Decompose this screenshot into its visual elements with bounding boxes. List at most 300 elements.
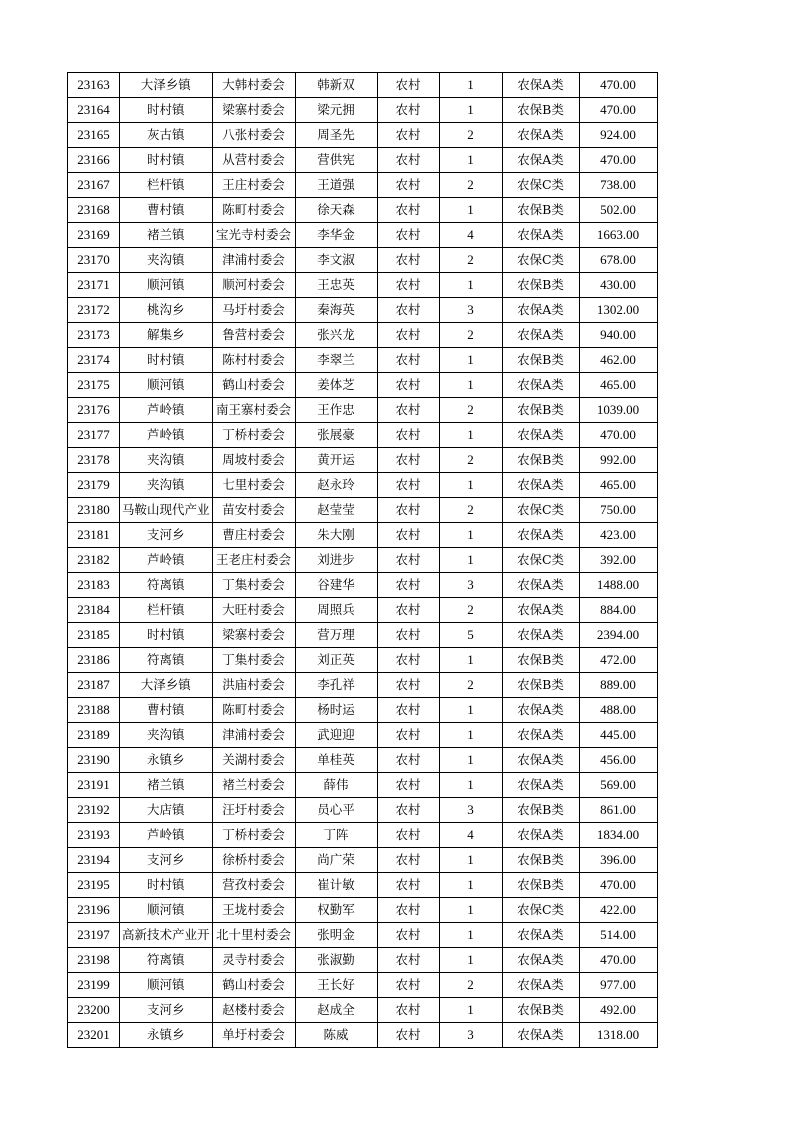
count-cell: 1: [439, 923, 502, 948]
serial-cell: 23165: [68, 123, 120, 148]
serial-cell: 23182: [68, 548, 120, 573]
category-cell: 农村: [377, 298, 439, 323]
table-row: [68, 148, 658, 173]
count-cell: 3: [439, 1023, 502, 1048]
serial-cell: 23164: [68, 98, 120, 123]
serial-cell: 23181: [68, 523, 120, 548]
amount-cell: 502.00: [579, 198, 657, 223]
count-cell: 3: [439, 573, 502, 598]
serial-cell: 23176: [68, 398, 120, 423]
table-row: [68, 1023, 658, 1048]
insurance-type-cell: 农保A类: [502, 223, 579, 248]
count-cell: 2: [439, 598, 502, 623]
count-cell: 1: [439, 748, 502, 773]
table-row: [68, 648, 658, 673]
name-cell: 朱大刚: [295, 523, 377, 548]
serial-cell: 23190: [68, 748, 120, 773]
table-row: [68, 223, 658, 248]
serial-cell: 23168: [68, 198, 120, 223]
township-cell: 芦岭镇: [120, 398, 213, 423]
amount-cell: 465.00: [579, 373, 657, 398]
name-cell: 赵永玲: [295, 473, 377, 498]
insurance-type-cell: 农保B类: [502, 648, 579, 673]
village-cell: 单圩村委会: [212, 1023, 295, 1048]
amount-cell: 861.00: [579, 798, 657, 823]
name-cell: 员心平: [295, 798, 377, 823]
village-cell: 丁集村委会: [212, 573, 295, 598]
insurance-type-cell: 农保A类: [502, 123, 579, 148]
serial-cell: 23169: [68, 223, 120, 248]
township-cell: 顺河镇: [120, 973, 213, 998]
serial-cell: 23191: [68, 773, 120, 798]
township-cell: 时村镇: [120, 623, 213, 648]
count-cell: 1: [439, 148, 502, 173]
township-cell: 夹沟镇: [120, 473, 213, 498]
serial-cell: 23184: [68, 598, 120, 623]
village-cell: 八张村委会: [212, 123, 295, 148]
serial-cell: 23194: [68, 848, 120, 873]
name-cell: 丁阵: [295, 823, 377, 848]
category-cell: 农村: [377, 323, 439, 348]
serial-cell: 23166: [68, 148, 120, 173]
table-row: [68, 898, 658, 923]
count-cell: 1: [439, 773, 502, 798]
name-cell: 徐天森: [295, 198, 377, 223]
serial-cell: 23170: [68, 248, 120, 273]
insurance-type-cell: 农保A类: [502, 723, 579, 748]
category-cell: 农村: [377, 148, 439, 173]
insurance-type-cell: 农保A类: [502, 423, 579, 448]
category-cell: 农村: [377, 948, 439, 973]
amount-cell: 470.00: [579, 873, 657, 898]
amount-cell: 924.00: [579, 123, 657, 148]
category-cell: 农村: [377, 448, 439, 473]
insurance-type-cell: 农保C类: [502, 898, 579, 923]
category-cell: 农村: [377, 798, 439, 823]
village-cell: 关湖村委会: [212, 748, 295, 773]
village-cell: 顺河村委会: [212, 273, 295, 298]
serial-cell: 23200: [68, 998, 120, 1023]
count-cell: 4: [439, 823, 502, 848]
insurance-type-cell: 农保A类: [502, 973, 579, 998]
name-cell: 刘进步: [295, 548, 377, 573]
name-cell: 王忠英: [295, 273, 377, 298]
category-cell: 农村: [377, 173, 439, 198]
village-cell: 宝光寺村委会: [212, 223, 295, 248]
serial-cell: 23175: [68, 373, 120, 398]
township-cell: 顺河镇: [120, 373, 213, 398]
amount-cell: 514.00: [579, 923, 657, 948]
amount-cell: 456.00: [579, 748, 657, 773]
name-cell: 张兴龙: [295, 323, 377, 348]
village-cell: 七里村委会: [212, 473, 295, 498]
count-cell: 1: [439, 648, 502, 673]
township-cell: 栏杆镇: [120, 598, 213, 623]
serial-cell: 23172: [68, 298, 120, 323]
township-cell: 永镇乡: [120, 1023, 213, 1048]
village-cell: 梁寨村委会: [212, 98, 295, 123]
table-row: [68, 523, 658, 548]
table-row: [68, 623, 658, 648]
township-cell: 符离镇: [120, 948, 213, 973]
township-cell: 芦岭镇: [120, 548, 213, 573]
village-cell: 丁桥村委会: [212, 423, 295, 448]
amount-cell: 977.00: [579, 973, 657, 998]
name-cell: 权勤军: [295, 898, 377, 923]
serial-cell: 23192: [68, 798, 120, 823]
township-cell: 顺河镇: [120, 273, 213, 298]
name-cell: 韩新双: [295, 73, 377, 98]
category-cell: 农村: [377, 523, 439, 548]
amount-cell: 470.00: [579, 423, 657, 448]
insurance-type-cell: 农保A类: [502, 823, 579, 848]
insurance-type-cell: 农保A类: [502, 773, 579, 798]
village-cell: 曹庄村委会: [212, 523, 295, 548]
village-cell: 王垅村委会: [212, 898, 295, 923]
category-cell: 农村: [377, 73, 439, 98]
count-cell: 2: [439, 398, 502, 423]
name-cell: 李孔祥: [295, 673, 377, 698]
insurance-type-cell: 农保A类: [502, 573, 579, 598]
village-cell: 马圩村委会: [212, 298, 295, 323]
village-cell: 津浦村委会: [212, 248, 295, 273]
insurance-type-cell: 农保C类: [502, 498, 579, 523]
amount-cell: 392.00: [579, 548, 657, 573]
count-cell: 1: [439, 548, 502, 573]
serial-cell: 23195: [68, 873, 120, 898]
table-row: [68, 998, 658, 1023]
table-row: [68, 498, 658, 523]
village-cell: 鲁营村委会: [212, 323, 295, 348]
serial-cell: 23179: [68, 473, 120, 498]
category-cell: 农村: [377, 473, 439, 498]
insurance-type-cell: 农保A类: [502, 923, 579, 948]
category-cell: 农村: [377, 123, 439, 148]
name-cell: 营供宪: [295, 148, 377, 173]
category-cell: 农村: [377, 923, 439, 948]
category-cell: 农村: [377, 248, 439, 273]
table-body: [68, 73, 658, 1048]
township-cell: 夹沟镇: [120, 723, 213, 748]
village-cell: 褚兰村委会: [212, 773, 295, 798]
records-table: [67, 72, 658, 1048]
serial-cell: 23180: [68, 498, 120, 523]
table-row: [68, 73, 658, 98]
township-cell: 大泽乡镇: [120, 673, 213, 698]
amount-cell: 1039.00: [579, 398, 657, 423]
name-cell: 周圣先: [295, 123, 377, 148]
insurance-type-cell: 农保A类: [502, 748, 579, 773]
amount-cell: 396.00: [579, 848, 657, 873]
name-cell: 张展豪: [295, 423, 377, 448]
amount-cell: 470.00: [579, 73, 657, 98]
village-cell: 北十里村委会: [212, 923, 295, 948]
category-cell: 农村: [377, 848, 439, 873]
count-cell: 1: [439, 873, 502, 898]
count-cell: 2: [439, 673, 502, 698]
table-row: [68, 248, 658, 273]
insurance-type-cell: 农保C类: [502, 173, 579, 198]
table-row: [68, 823, 658, 848]
count-cell: 1: [439, 998, 502, 1023]
category-cell: 农村: [377, 748, 439, 773]
table-row: [68, 723, 658, 748]
township-cell: 支河乡: [120, 848, 213, 873]
count-cell: 1: [439, 273, 502, 298]
count-cell: 5: [439, 623, 502, 648]
village-cell: 鹤山村委会: [212, 973, 295, 998]
amount-cell: 1318.00: [579, 1023, 657, 1048]
table-row: [68, 923, 658, 948]
village-cell: 王老庄村委会: [212, 548, 295, 573]
category-cell: 农村: [377, 273, 439, 298]
serial-cell: 23189: [68, 723, 120, 748]
count-cell: 2: [439, 123, 502, 148]
township-cell: 时村镇: [120, 98, 213, 123]
township-cell: 夹沟镇: [120, 248, 213, 273]
name-cell: 王道强: [295, 173, 377, 198]
serial-cell: 23197: [68, 923, 120, 948]
serial-cell: 23173: [68, 323, 120, 348]
amount-cell: 889.00: [579, 673, 657, 698]
township-cell: 栏杆镇: [120, 173, 213, 198]
insurance-type-cell: 农保A类: [502, 623, 579, 648]
township-cell: 支河乡: [120, 523, 213, 548]
serial-cell: 23201: [68, 1023, 120, 1048]
table-row: [68, 948, 658, 973]
village-cell: 苗安村委会: [212, 498, 295, 523]
name-cell: 营万理: [295, 623, 377, 648]
table-row: [68, 473, 658, 498]
count-cell: 1: [439, 98, 502, 123]
name-cell: 崔计敏: [295, 873, 377, 898]
township-cell: 大泽乡镇: [120, 73, 213, 98]
village-cell: 陈村村委会: [212, 348, 295, 373]
name-cell: 秦海英: [295, 298, 377, 323]
name-cell: 武迎迎: [295, 723, 377, 748]
name-cell: 尚广荣: [295, 848, 377, 873]
category-cell: 农村: [377, 373, 439, 398]
insurance-type-cell: 农保A类: [502, 948, 579, 973]
count-cell: 1: [439, 423, 502, 448]
name-cell: 谷建华: [295, 573, 377, 598]
table-row: [68, 423, 658, 448]
amount-cell: 430.00: [579, 273, 657, 298]
category-cell: 农村: [377, 623, 439, 648]
table-row: [68, 598, 658, 623]
count-cell: 1: [439, 198, 502, 223]
category-cell: 农村: [377, 223, 439, 248]
name-cell: 王作忠: [295, 398, 377, 423]
township-cell: 时村镇: [120, 873, 213, 898]
township-cell: 符离镇: [120, 648, 213, 673]
insurance-type-cell: 农保B类: [502, 848, 579, 873]
category-cell: 农村: [377, 998, 439, 1023]
serial-cell: 23193: [68, 823, 120, 848]
township-cell: 夹沟镇: [120, 448, 213, 473]
category-cell: 农村: [377, 723, 439, 748]
count-cell: 2: [439, 973, 502, 998]
name-cell: 周照兵: [295, 598, 377, 623]
category-cell: 农村: [377, 898, 439, 923]
amount-cell: 750.00: [579, 498, 657, 523]
table-row: [68, 323, 658, 348]
village-cell: 南王寨村委会: [212, 398, 295, 423]
table-row: [68, 373, 658, 398]
insurance-type-cell: 农保C类: [502, 548, 579, 573]
insurance-type-cell: 农保B类: [502, 398, 579, 423]
category-cell: 农村: [377, 398, 439, 423]
insurance-type-cell: 农保A类: [502, 473, 579, 498]
village-cell: 赵楼村委会: [212, 998, 295, 1023]
serial-cell: 23163: [68, 73, 120, 98]
village-cell: 梁寨村委会: [212, 623, 295, 648]
township-cell: 曹村镇: [120, 698, 213, 723]
table-row: [68, 198, 658, 223]
amount-cell: 445.00: [579, 723, 657, 748]
category-cell: 农村: [377, 348, 439, 373]
count-cell: 3: [439, 298, 502, 323]
category-cell: 农村: [377, 98, 439, 123]
insurance-type-cell: 农保A类: [502, 73, 579, 98]
count-cell: 1: [439, 698, 502, 723]
township-cell: 桃沟乡: [120, 298, 213, 323]
amount-cell: 678.00: [579, 248, 657, 273]
count-cell: 4: [439, 223, 502, 248]
insurance-type-cell: 农保A类: [502, 598, 579, 623]
village-cell: 灵寺村委会: [212, 948, 295, 973]
name-cell: 李文淑: [295, 248, 377, 273]
insurance-type-cell: 农保B类: [502, 673, 579, 698]
insurance-type-cell: 农保B类: [502, 998, 579, 1023]
serial-cell: 23188: [68, 698, 120, 723]
village-cell: 王庄村委会: [212, 173, 295, 198]
name-cell: 薛伟: [295, 773, 377, 798]
amount-cell: 492.00: [579, 998, 657, 1023]
name-cell: 李翠兰: [295, 348, 377, 373]
village-cell: 洪庙村委会: [212, 673, 295, 698]
count-cell: 3: [439, 798, 502, 823]
serial-cell: 23183: [68, 573, 120, 598]
insurance-type-cell: 农保B类: [502, 198, 579, 223]
table-row: [68, 173, 658, 198]
category-cell: 农村: [377, 698, 439, 723]
table-row: [68, 448, 658, 473]
category-cell: 农村: [377, 548, 439, 573]
count-cell: 1: [439, 473, 502, 498]
category-cell: 农村: [377, 198, 439, 223]
table-row: [68, 848, 658, 873]
amount-cell: 884.00: [579, 598, 657, 623]
amount-cell: 422.00: [579, 898, 657, 923]
table-row: [68, 298, 658, 323]
village-cell: 陈町村委会: [212, 198, 295, 223]
amount-cell: 992.00: [579, 448, 657, 473]
amount-cell: 472.00: [579, 648, 657, 673]
township-cell: 顺河镇: [120, 898, 213, 923]
village-cell: 大旺村委会: [212, 598, 295, 623]
amount-cell: 1302.00: [579, 298, 657, 323]
name-cell: 梁元拥: [295, 98, 377, 123]
name-cell: 陈威: [295, 1023, 377, 1048]
township-cell: 时村镇: [120, 348, 213, 373]
table-row: [68, 398, 658, 423]
name-cell: 赵成全: [295, 998, 377, 1023]
township-cell: 大店镇: [120, 798, 213, 823]
category-cell: 农村: [377, 773, 439, 798]
township-cell: 曹村镇: [120, 198, 213, 223]
insurance-type-cell: 农保A类: [502, 323, 579, 348]
category-cell: 农村: [377, 1023, 439, 1048]
amount-cell: 738.00: [579, 173, 657, 198]
amount-cell: 1488.00: [579, 573, 657, 598]
count-cell: 1: [439, 373, 502, 398]
insurance-type-cell: 农保B类: [502, 798, 579, 823]
township-cell: 灰古镇: [120, 123, 213, 148]
category-cell: 农村: [377, 573, 439, 598]
insurance-type-cell: 农保B类: [502, 98, 579, 123]
name-cell: 姜体芝: [295, 373, 377, 398]
name-cell: 王长好: [295, 973, 377, 998]
amount-cell: 465.00: [579, 473, 657, 498]
village-cell: 周坡村委会: [212, 448, 295, 473]
serial-cell: 23196: [68, 898, 120, 923]
village-cell: 从营村委会: [212, 148, 295, 173]
category-cell: 农村: [377, 423, 439, 448]
amount-cell: 1663.00: [579, 223, 657, 248]
amount-cell: 470.00: [579, 98, 657, 123]
township-cell: 支河乡: [120, 998, 213, 1023]
count-cell: 1: [439, 948, 502, 973]
amount-cell: 423.00: [579, 523, 657, 548]
township-cell: 褚兰镇: [120, 223, 213, 248]
serial-cell: 23171: [68, 273, 120, 298]
name-cell: 张淑勤: [295, 948, 377, 973]
name-cell: 赵莹莹: [295, 498, 377, 523]
amount-cell: 940.00: [579, 323, 657, 348]
serial-cell: 23177: [68, 423, 120, 448]
category-cell: 农村: [377, 823, 439, 848]
name-cell: 黄开运: [295, 448, 377, 473]
serial-cell: 23178: [68, 448, 120, 473]
insurance-type-cell: 农保A类: [502, 1023, 579, 1048]
table-row: [68, 98, 658, 123]
count-cell: 1: [439, 348, 502, 373]
township-cell: 解集乡: [120, 323, 213, 348]
township-cell: 符离镇: [120, 573, 213, 598]
category-cell: 农村: [377, 973, 439, 998]
insurance-type-cell: 农保A类: [502, 298, 579, 323]
count-cell: 2: [439, 498, 502, 523]
category-cell: 农村: [377, 673, 439, 698]
insurance-type-cell: 农保A类: [502, 698, 579, 723]
table-row: [68, 573, 658, 598]
serial-cell: 23186: [68, 648, 120, 673]
village-cell: 徐桥村委会: [212, 848, 295, 873]
name-cell: 张明金: [295, 923, 377, 948]
table-row: [68, 873, 658, 898]
table-row: [68, 698, 658, 723]
village-cell: 营孜村委会: [212, 873, 295, 898]
amount-cell: 470.00: [579, 948, 657, 973]
amount-cell: 462.00: [579, 348, 657, 373]
village-cell: 鹤山村委会: [212, 373, 295, 398]
township-cell: 芦岭镇: [120, 423, 213, 448]
count-cell: 1: [439, 848, 502, 873]
count-cell: 1: [439, 523, 502, 548]
table-row: [68, 273, 658, 298]
table-row: [68, 348, 658, 373]
